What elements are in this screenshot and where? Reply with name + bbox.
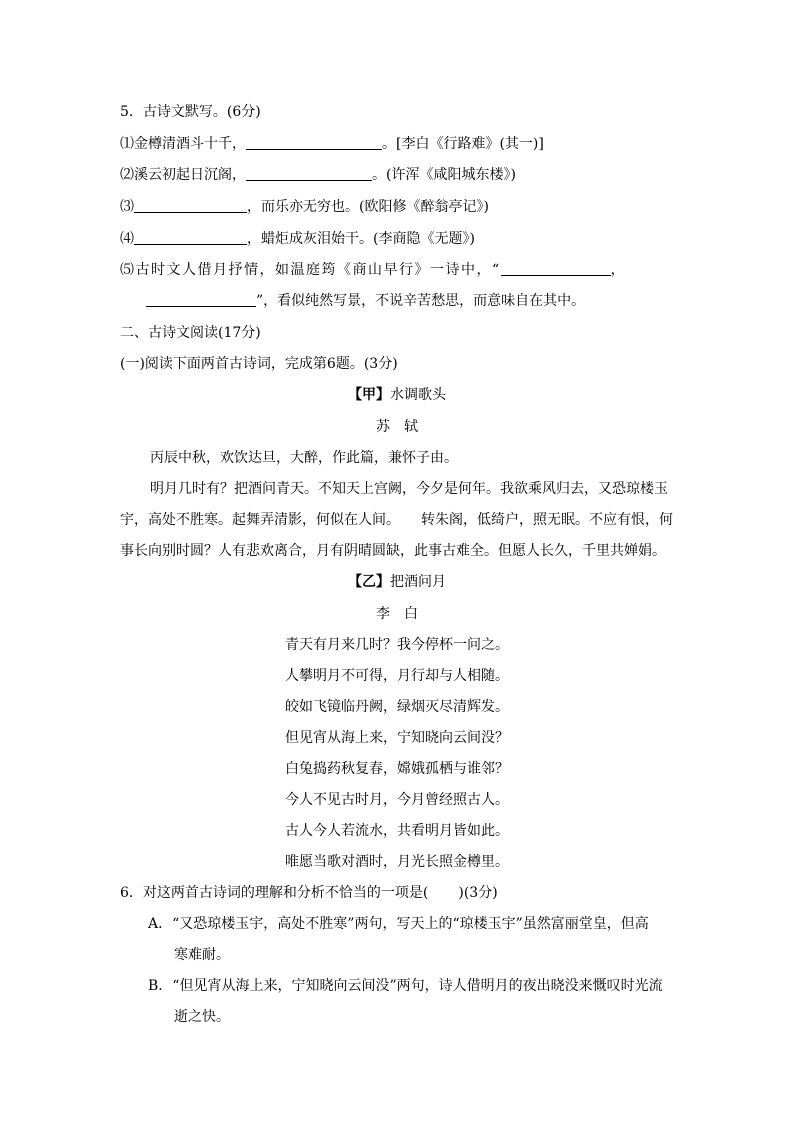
q6-option-a-cont: 寒难耐。 <box>174 947 230 963</box>
poem-b-line: 青天有月来几时？我今停杯一问之。 <box>285 637 509 653</box>
answer-blank[interactable] <box>246 166 372 181</box>
item-text-after: 。(许浑《咸阳城东楼》) <box>372 167 516 183</box>
q5-item-4 <box>120 230 475 248</box>
poem-a-author: 苏 轼 <box>376 419 418 435</box>
option-label: A． <box>148 916 173 932</box>
q5-title: 5．古诗文默写。(6分) <box>120 104 261 120</box>
poem-b-title <box>0 573 794 591</box>
item-text-after: ，而乐亦无穷也。(欧阳修《醉翁亭记》) <box>247 199 489 215</box>
section-subtitle: (一)阅读下面两首古诗词，完成第6题。(3分) <box>120 356 398 372</box>
item-number: ⑶ <box>120 199 134 215</box>
poem-a-body-line: 明月几时有？把酒问青天。不知天上宫阙，今夕是何年。我欲乘风归去，又恐琼楼玉 <box>150 481 668 497</box>
answer-blank[interactable] <box>246 135 382 150</box>
item-text: ⑸古时文人借月抒情，如温庭筠《商山早行》一诗中，“ <box>120 262 501 278</box>
item-text-before: 金樽清酒斗十千， <box>134 136 246 152</box>
option-text: “但见宵从海上来，宁知晓向云间没”两句，诗人借明月的夜出晓没来慨叹时光流 <box>172 978 663 994</box>
poem-a-title-text: 水调歌头 <box>390 387 446 403</box>
poem-a-title-mark: 【甲】 <box>348 387 390 403</box>
poem-a-preface: 丙辰中秋，欢饮达旦，大醉，作此篇，兼怀子由。 <box>150 450 458 466</box>
poem-a-title <box>0 386 794 404</box>
section-title: 二、古诗文阅读(17分) <box>120 325 261 341</box>
q6-option-b <box>148 977 663 995</box>
answer-blank[interactable] <box>146 292 256 307</box>
option-label: B． <box>148 978 173 994</box>
q5-item-2 <box>120 166 516 184</box>
poem-b-title-text: 把酒问月 <box>390 574 446 590</box>
poem-a-body-line: 事长向别时圆？人有悲欢离合，月有阴晴圆缺，此事古难全。但愿人长久，千里共婵娟。 <box>120 543 666 559</box>
q6-stem-before: 6．对这两首古诗词的理解和分析不恰当的一项是( <box>120 885 429 901</box>
item-text: ”，看似纯然写景，不说辛苦愁思，而意味自在其中。 <box>256 293 586 309</box>
item-number: ⑴ <box>120 136 134 152</box>
item-text-after: 。[李白《行路难》(其一)] <box>382 136 544 152</box>
poem-b-title-mark: 【乙】 <box>348 574 390 590</box>
poem-b-line: 今人不见古时月，今月曾经照古人。 <box>285 792 509 808</box>
poem-a-body-line: 宇，高处不胜寒。起舞弄清影，何似在人间。 转朱阁，低绮户，照无眠。不应有恨，何 <box>120 512 673 528</box>
item-text-before: 溪云初起日沉阁， <box>134 167 246 183</box>
poem-b-line: 古人今人若流水，共看明月皆如此。 <box>285 823 509 839</box>
poem-b-line: 皎如飞镜临丹阙，绿烟灭尽清辉发。 <box>285 699 509 715</box>
poem-b-line: 白兔捣药秋复春，嫦娥孤栖与谁邻？ <box>285 761 509 777</box>
q6-stem-after: )(3分) <box>458 885 498 901</box>
option-text: “又恐琼楼玉宇，高处不胜寒”两句，写天上的“琼楼玉宇”虽然富丽堂皇，但高 <box>172 916 649 932</box>
answer-blank[interactable] <box>134 230 247 245</box>
q6-option-a <box>148 915 649 933</box>
poem-b-line: 唯愿当歌对酒时，月光长照金樽里。 <box>285 854 509 870</box>
poem-b-author: 李 白 <box>376 606 418 622</box>
item-number: ⑷ <box>120 231 134 247</box>
q5-item-1 <box>120 135 544 153</box>
item-text-end: ， <box>610 262 627 278</box>
q6-stem <box>120 884 498 902</box>
poem-b-line: 但见宵从海上来，宁知晓向云间没？ <box>285 730 509 746</box>
item-number: ⑵ <box>120 167 134 183</box>
answer-blank[interactable] <box>134 198 247 213</box>
answer-blank[interactable] <box>501 261 611 276</box>
poem-b-line: 人攀明月不可得，月行却与人相随。 <box>285 668 509 684</box>
q5-item-3 <box>120 198 489 216</box>
item-text-after: ，蜡炬成灰泪始干。(李商隐《无题》) <box>247 231 475 247</box>
q5-item-5-line1 <box>120 261 626 279</box>
q6-option-b-cont: 逝之快。 <box>174 1009 230 1025</box>
q5-item-5-line2 <box>146 292 585 310</box>
